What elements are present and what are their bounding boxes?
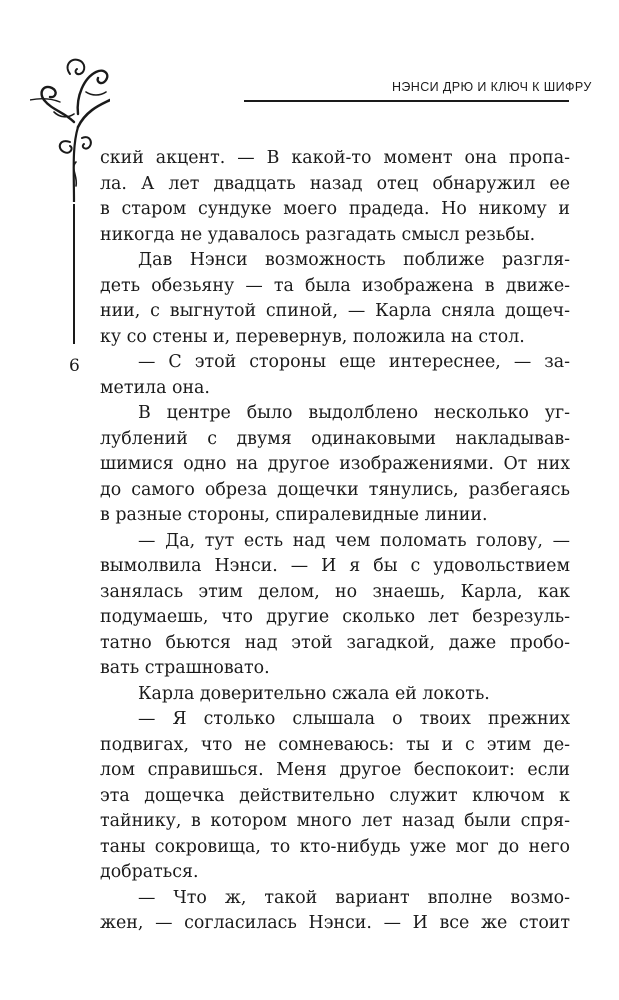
paragraph-1: [100, 146, 570, 248]
paragraph-2: [100, 248, 570, 350]
paragraph-7: [100, 707, 570, 886]
text-line: эта дощечка действительно служит ключом к: [100, 785, 570, 806]
paragraph-3: [100, 350, 570, 401]
page-number: 6: [69, 356, 80, 376]
text-line: В центре было выдолблено несколько уг-: [138, 403, 570, 423]
text-line: в старом сундуке моего прадеда. Но никому и: [100, 199, 570, 219]
text-line: — Я столько слышала о твоих прежних: [138, 709, 570, 729]
text-line: занялась этим делом, но знаешь, Карла, как: [100, 581, 570, 602]
text-line: — С этой стороны еще интереснее, — за-: [138, 352, 570, 372]
text-line: никогда не удавалось разгадать смысл резьбы.: [100, 224, 536, 245]
text-line: лублений с двумя одинаковыми накладывав-: [100, 428, 570, 449]
text-line: в разные стороны, спиралевидные линии.: [100, 505, 488, 525]
text-line: татно бьются над этой загадкой, даже пробо-: [100, 632, 570, 653]
text-line: — Что ж, такой вариант вполне возмо-: [138, 887, 570, 908]
body-text: [100, 146, 570, 937]
text-line: вымолвила Нэнси. — И я бы с удовольствием: [100, 556, 570, 576]
header-rule: [244, 100, 569, 102]
text-line: подумаешь, что другие сколько лет безрезуль-: [100, 607, 570, 627]
text-line: метила она.: [100, 377, 210, 398]
paragraph-5: [100, 529, 570, 682]
text-line: ский акцент. — В какой-то момент она пропа-: [100, 148, 570, 168]
text-line: вать страшновато.: [100, 658, 270, 678]
text-line: до самого обреза дощечки тянулись, разбегаясь: [100, 479, 570, 500]
text-line: деть обезьяну — та была изображена в движе-: [100, 275, 570, 296]
text-line: Дав Нэнси возможность поближе разгля-: [138, 250, 570, 270]
text-line: шимися одно на другое изображениями. От них: [100, 454, 570, 474]
paragraph-4: [100, 401, 570, 529]
text-line: ла. А лет двадцать назад отец обнаружил ее: [100, 173, 570, 194]
running-head-title: НЭНСИ ДРЮ И КЛЮЧ К ШИФРУ: [392, 80, 592, 94]
text-line: — Да, тут есть над чем поломать голову, —: [138, 530, 570, 551]
text-line: добраться.: [100, 862, 199, 882]
text-line: Карла доверительно сжала ей локоть.: [138, 683, 490, 704]
paragraph-6: [100, 682, 570, 708]
corner-flourish-ornament: [30, 52, 110, 202]
text-line: жен, — согласилась Нэнси. — И все же стоит: [100, 913, 570, 933]
text-line: подвигах, что не сомневаюсь: ты и с этим де-: [100, 734, 570, 755]
side-rule: [73, 204, 75, 344]
text-line: тайнику, в котором много лет назад были спря-: [100, 811, 570, 831]
text-line: таны сокровища, то кто-нибудь уже мог до него: [100, 836, 570, 857]
paragraph-8: [100, 886, 570, 937]
text-line: ку со стены и, перевернув, положила на стол.: [100, 326, 525, 347]
text-line: нии, с выгнутой спиной, — Карла сняла дощеч-: [100, 301, 570, 321]
text-line: лом справишься. Меня другое беспокоит: если: [100, 760, 570, 780]
